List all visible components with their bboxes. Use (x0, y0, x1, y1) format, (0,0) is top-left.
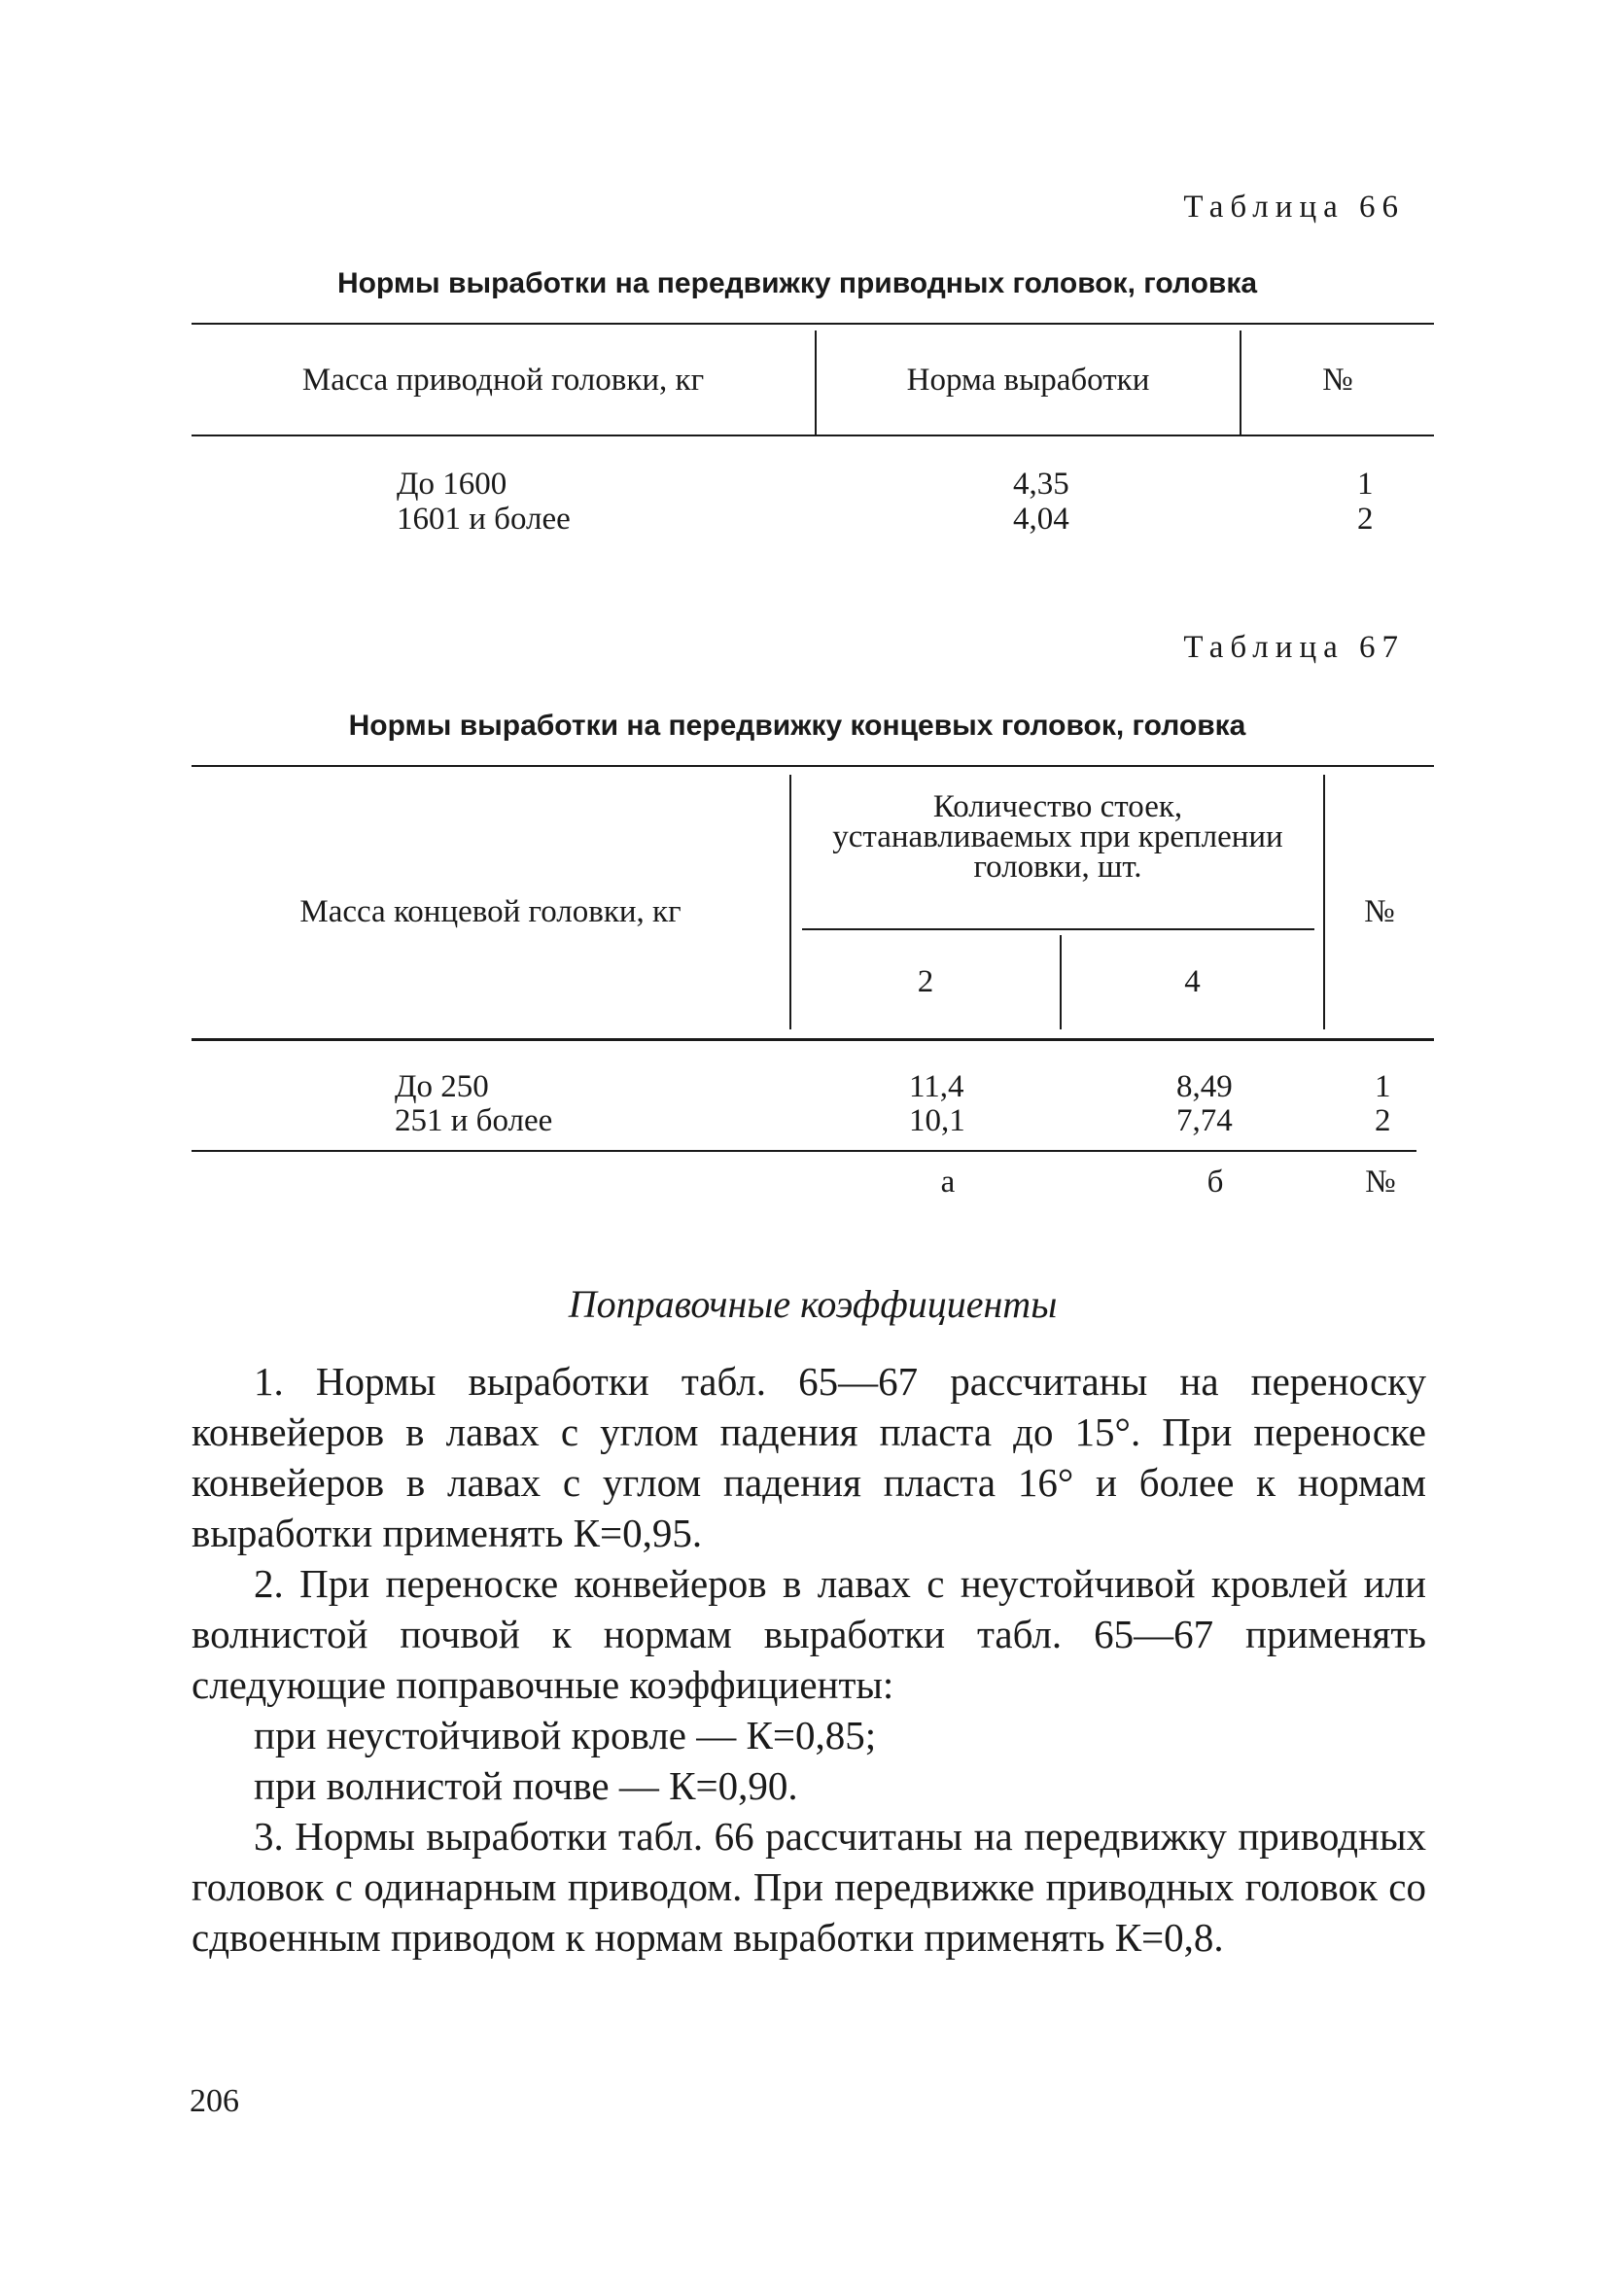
table-67-row-number: 2 (1375, 1103, 1391, 1138)
table-66-header-rule (192, 435, 1434, 436)
table-67-header-group: Количество стоек, устанавливаемых при креплении головки, шт. (832, 789, 1283, 885)
table-66-title: Нормы выработки на передвижку приводных головок, головка (336, 267, 1258, 299)
table-67-row-mass: До 250 (395, 1069, 489, 1104)
page-number: 206 (190, 2083, 239, 2119)
table-67-row-value: 11,4 (909, 1069, 964, 1104)
table-67-row-mass: 251 и более (395, 1103, 553, 1138)
table-67-top-rule (192, 765, 1434, 767)
table-67-footer-label: № (1365, 1165, 1396, 1200)
table-67-title: Нормы выработки на передвижку концевых головок, головка (348, 710, 1246, 742)
table-66-row-number: 1 (1357, 467, 1374, 502)
table-67-row-value: 10,1 (909, 1103, 965, 1138)
table-66-row-norm: 4,35 (1013, 467, 1069, 502)
table-67-row-number: 1 (1375, 1069, 1391, 1104)
table-67-header-number: № (1364, 894, 1395, 929)
table-67-footer-label: а (940, 1165, 956, 1200)
table-67-row-value: 8,49 (1176, 1069, 1233, 1104)
table-66-top-rule (192, 323, 1434, 325)
table-66-row-mass: 1601 и более (397, 502, 571, 537)
table-66-caption: Таблица 66 (1183, 190, 1405, 225)
table-67-header-mass: Масса концевой головки, кг (299, 894, 682, 929)
table-67-footer-label: б (1206, 1165, 1224, 1200)
paragraph-2: 2. При переноске конвейеров в лавах с неустойчивой кровлей или волнистой почвой к нормам выработки табл. 65—67 применять следующие поправочные коэффициенты: (192, 1561, 1426, 1707)
table-67-header-rule (192, 1038, 1434, 1041)
table-67-bottom-rule (192, 1150, 1416, 1152)
table-67-subheader: 4 (1184, 964, 1201, 999)
section-body (192, 1356, 1426, 1963)
table-67-row-value: 7,74 (1176, 1103, 1233, 1138)
table-67-caption: Таблица 67 (1183, 630, 1405, 665)
paragraph-1: 1. Нормы выработки табл. 65—67 рассчитаны на переноску конвейеров в лавах с углом падения пласта до 15°. При переноске конвейеров в лавах с углом падения пласта 16° и более к нормам выработки применять К=0,95. (192, 1359, 1426, 1555)
table-66-row-norm: 4,04 (1013, 502, 1069, 537)
table-66-row-number: 2 (1357, 502, 1374, 537)
table-67-subheader: 2 (917, 964, 934, 999)
paragraph-2-item: при волнистой почве — К=0,90. (254, 1763, 798, 1808)
paragraph-2-item: при неустойчивой кровле — К=0,85; (254, 1713, 877, 1757)
table-66-header-number: № (1322, 363, 1353, 398)
table-67-group-rule (802, 928, 1314, 930)
section-heading: Поправочные коэффициенты (568, 1282, 1058, 1326)
paragraph-3: 3. Нормы выработки табл. 66 рассчитаны на передвижку приводных головок с одинарным приводом. При передвижке приводных головок со сдвоенным приводом к нормам выработки применять К=0,8. (192, 1814, 1426, 1960)
table-66-header-norm: Норма выработки (906, 363, 1150, 398)
table-66-row-mass: До 1600 (397, 467, 507, 502)
table-66-header-mass: Масса приводной головки, кг (301, 363, 705, 398)
